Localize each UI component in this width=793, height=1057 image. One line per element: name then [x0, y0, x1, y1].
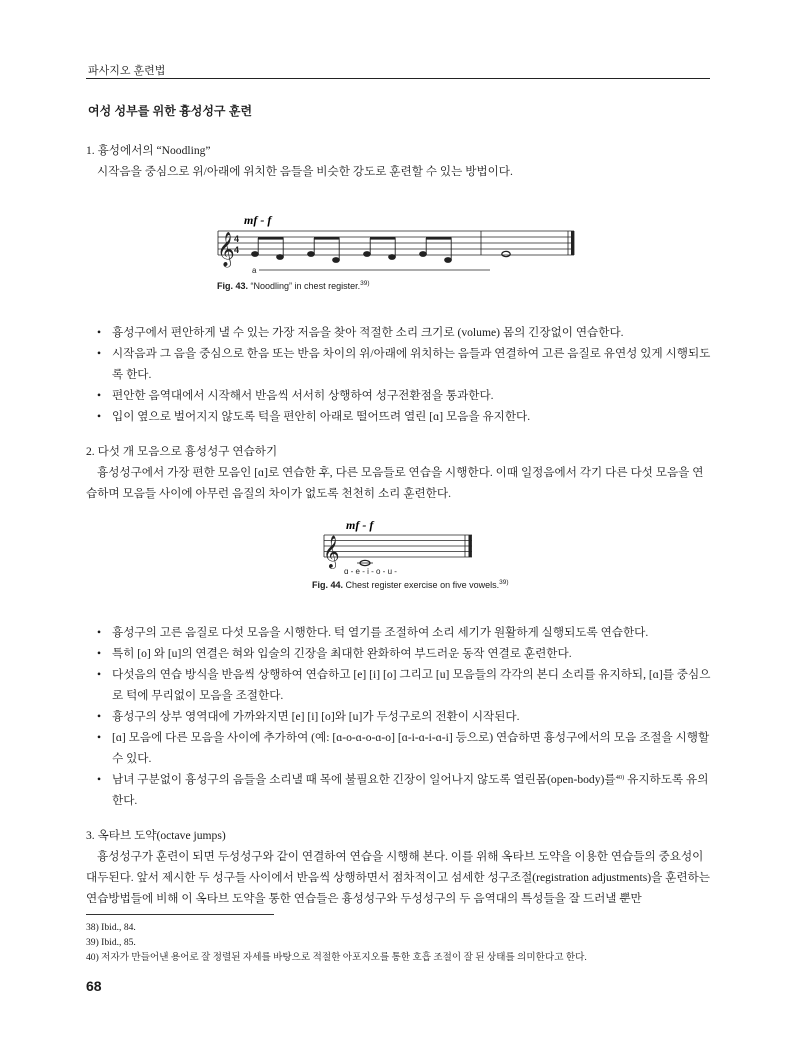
footnote-ref: 40): [615, 774, 625, 781]
footnote-40: 40) 저자가 만들어낸 용어로 잘 정렬된 자세를 바탕으로 적절한 아포지오를 통한 호흡 조절이 잘 된 상태를 의미한다고 한다.: [86, 952, 587, 963]
footnote-38: 38) Ibid., 84.: [86, 922, 136, 933]
footnote-39: 39) Ibid., 85.: [86, 937, 136, 948]
list-item: • 시작음과 그 음을 중심으로 한음 또는 반음 차이의 위/아래에 위치하는 음들과 연결하여 고른 음질로 유연성 있게 시행되도록 한다.: [97, 347, 711, 381]
fig43-caption-label: Fig. 43.: [217, 281, 249, 291]
list-item: • 다섯음의 연습 방식을 반음씩 상행하여 연습하고 [e] [i] [o] 그리고 [u] 모음들의 각각의 본디 소리를 유지하되, [ɑ]를 중심으로 턱에 무리없이 모음을 조절한다.: [97, 668, 711, 702]
list-item: • [ɑ] 모음에 다른 모음을 사이에 추가하여 (예: [ɑ-o-ɑ-o-ɑ-o] [ɑ-i-ɑ-i-ɑ-i] 등으로) 연습하면 흉성구에서의 모음 조절을 시행할 수 있다.: [97, 731, 710, 765]
footnotes: [86, 920, 587, 965]
fig44-caption-text: Chest register exercise on five vowels.: [345, 580, 500, 590]
fig44-caption-label: Fig. 44.: [312, 580, 344, 590]
part2-intro: 흉성성구에서 가장 편한 모음인 [ɑ]로 연습한 후, 다른 모음들로 연습을 시행한다. 이때 일정음에서 각기 다른 다섯 모음을 연습하며 모음들 사이에 아무런 음질의 차이가 없도록 천천히 소리 훈련한다.: [86, 466, 704, 500]
figure-44-caption: [312, 580, 509, 590]
part1-bullets: [86, 322, 712, 427]
list-item: • 흉성구의 상부 영역대에 가까와지면 [e] [i] [o]와 [u]가 두성구로의 전환이 시작된다.: [97, 710, 520, 723]
running-header: 파사지오 훈련법: [88, 65, 166, 77]
part2-heading: 2. 다섯 개 모음으로 흉성성구 연습하기: [86, 445, 278, 458]
list-item: • 입이 옆으로 벌어지지 않도록 턱을 편안히 아래로 떨어뜨려 열린 [ɑ] 모음을 유지한다.: [97, 410, 531, 423]
list-item: • 편안한 음역대에서 시작해서 반음씩 서서히 상행하여 성구전환점을 통과한다.: [97, 389, 494, 402]
part3-intro: 흉성성구가 훈련이 되면 두성성구와 같이 연결하여 연습을 시행해 본다. 이를 위해 옥타브 도약을 이용한 연습들의 중요성이 대두된다. 앞서 제시한 두 성구들 사이에서 반음씩 상행하면서 점차적이고 섬세한 성구조절(registration adjustments)을 훈련하는 연습방법들에 비해 이 옥타브 도약을 통한 연습들은 흉성성구와 두성성구의 두 음역대의 특성들을 잘 드러낼 뿐만: [86, 850, 710, 905]
figure-43-caption: [217, 281, 370, 291]
treble-clef-icon: 𝄞: [217, 232, 235, 267]
part2-text: [86, 441, 712, 504]
part3-text: [86, 825, 712, 909]
treble-clef-icon: 𝄞: [323, 535, 340, 568]
list-item: • 남녀 구분없이 흉성구의 음들을 소리낼 때 목에 불필요한 긴장이 일어나지 않도록 열린몸(open-body)를$^{40)}$ 유지하도록 유의한다.: [97, 773, 709, 807]
fig44-caption-ref: 39): [499, 579, 509, 586]
fig43-caption-ref: 39): [360, 280, 370, 287]
header-rule: [86, 78, 710, 79]
footnote-rule: [86, 914, 274, 915]
list-item: • 특히 [o] 와 [u]의 연결은 혀와 입술의 긴장을 최대한 완화하여 부드러운 동작 연결로 훈련한다.: [97, 647, 572, 660]
fig43-dynamics: mf - f: [244, 213, 272, 227]
section-title: 여성 성부를 위한 흉성성구 훈련: [88, 104, 253, 118]
list-item: • 흉성구에서 편안하게 낼 수 있는 가장 저음을 찾아 적절한 소리 크기로 (volume) 몸의 긴장없이 연습한다.: [97, 326, 624, 339]
fig43-caption-text: “Noodling” in chest register.: [250, 281, 361, 291]
part1-intro: 시작음을 중심으로 위/아래에 위치한 음들을 비슷한 강도로 훈련할 수 있는 방법이다.: [97, 165, 513, 178]
figure-43-staff: [214, 213, 579, 278]
svg-text:4: 4: [234, 234, 240, 244]
fig44-dynamics: mf - f: [346, 518, 374, 532]
part2-bullets: [86, 622, 712, 811]
figure-44-staff: [322, 518, 477, 578]
part1-heading: 1. 흉성에서의 “Noodling”: [86, 144, 211, 157]
part1-text: [86, 140, 712, 182]
list-item: • 흉성구의 고른 음질로 다섯 모음을 시행한다. 턱 열기를 조절하여 소리 세기가 원활하게 실행되도록 연습한다.: [97, 626, 649, 639]
svg-text:4: 4: [234, 245, 240, 255]
fig43-vowel: a: [252, 266, 257, 275]
fig44-vowels: ɑ - e - i - o - u -: [344, 567, 397, 576]
part3-heading: 3. 옥타브 도약(octave jumps): [86, 829, 226, 842]
page-number: 68: [86, 978, 102, 994]
